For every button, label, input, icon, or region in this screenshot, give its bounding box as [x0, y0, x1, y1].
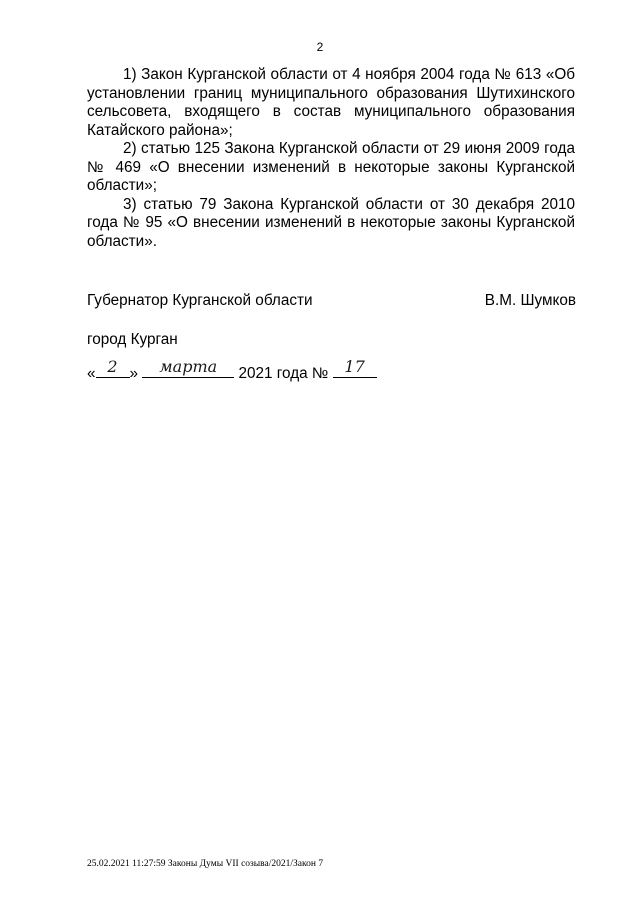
document-footer-stamp: 25.02.2021 11:27:59 Законы Думы VII созыва/2021/Закон 7 — [87, 859, 324, 869]
law-item-3: 3) статью 79 Закона Курганской области от 30 декабря 2010 года № 95 «О внесении изменений в некоторые законы Курганской области». — [87, 195, 575, 250]
open-quote: « — [87, 365, 96, 382]
law-list — [87, 66, 575, 251]
page-number: 2 — [316, 40, 324, 54]
law-item-1: 1) Закон Курганской области от 4 ноября 2004 года № 613 «Об установлении границ муниципального образования Шутихинского сельсовета, входящего в состав муниципального образования Катайского района»; — [87, 66, 575, 139]
day-blank — [96, 357, 130, 378]
day-handwritten: 2 — [107, 357, 118, 376]
date-line — [87, 357, 377, 383]
number-handwritten: 17 — [344, 357, 365, 376]
law-item-2: 2) статью 125 Закона Курганской области от 29 июня 2009 года № 469 «О внесении изменений в некоторые законы Курганской области»; — [87, 140, 575, 194]
year-text: 2021 года № — [238, 365, 329, 382]
month-blank — [142, 357, 234, 378]
signatory-name: В.М. Шумков — [484, 292, 576, 309]
month-handwritten: марта — [159, 357, 218, 376]
close-quote: » — [129, 365, 139, 382]
signature-block — [87, 292, 576, 310]
signatory-position: Губернатор Курганской области — [87, 292, 313, 309]
city: город Курган — [87, 331, 178, 348]
number-blank — [333, 357, 377, 378]
